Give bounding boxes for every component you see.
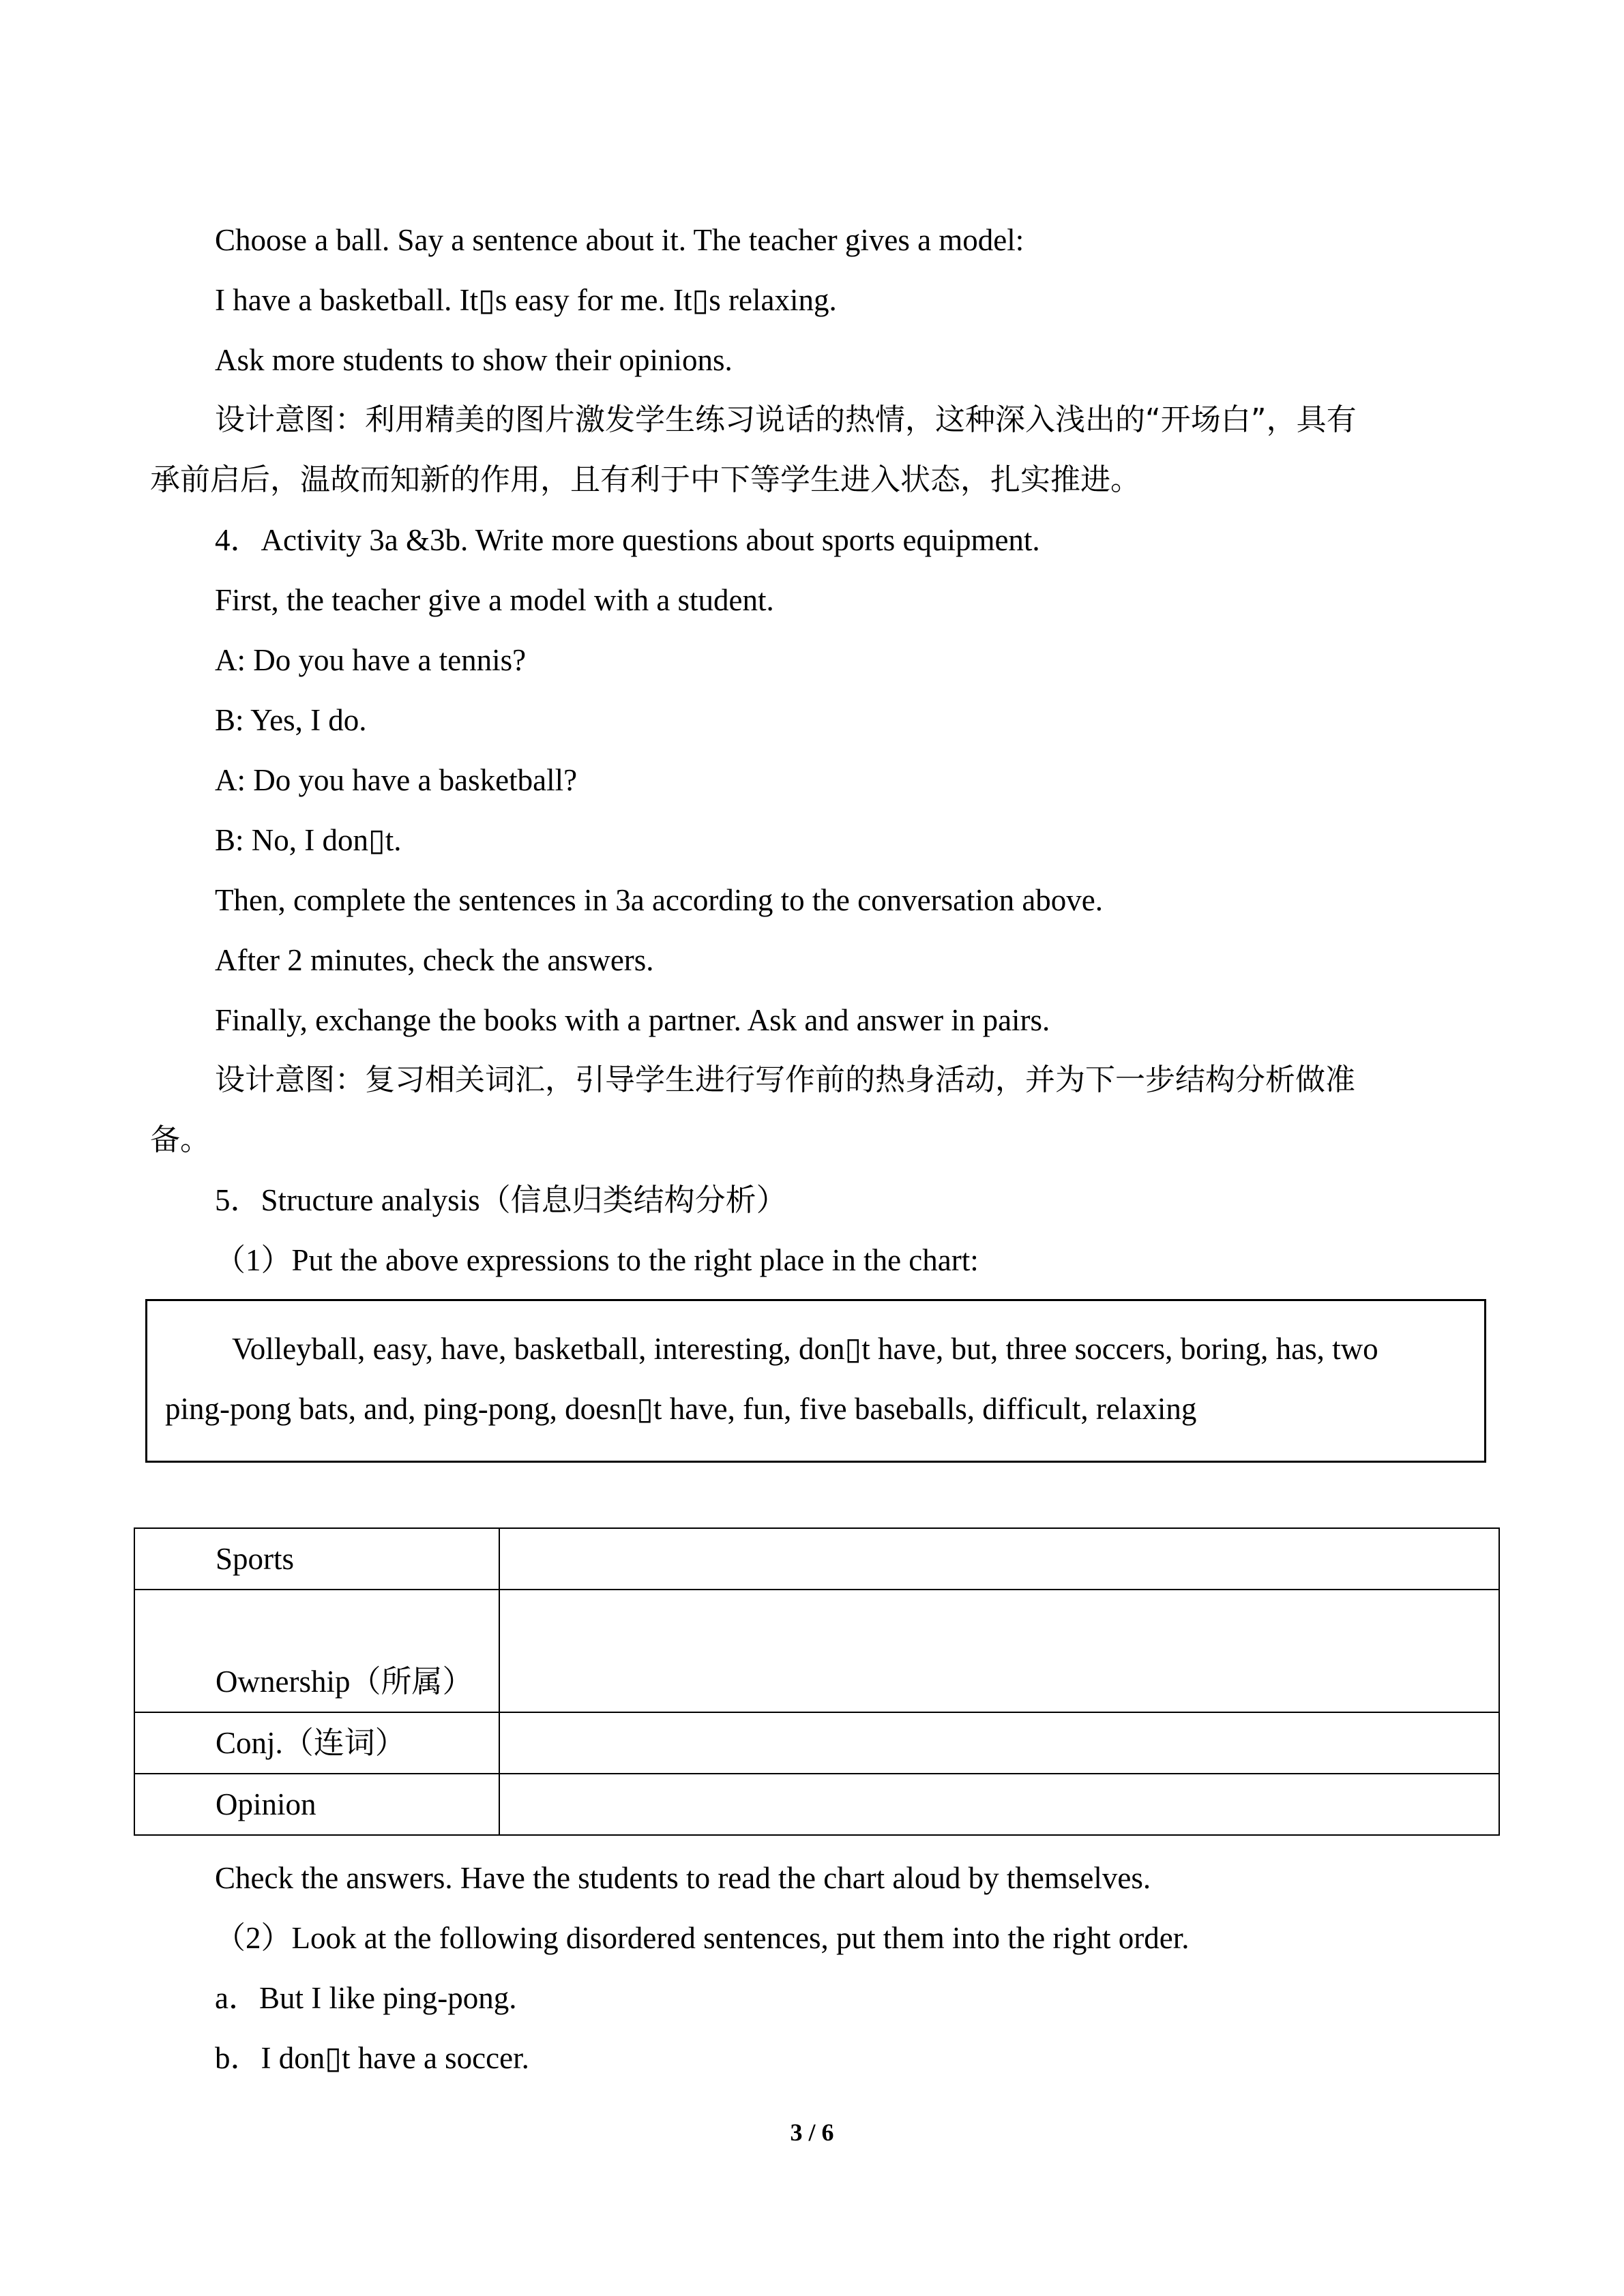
dialogue-line: A: Do you have a basketball? <box>215 763 578 797</box>
chart-answer-cell[interactable] <box>499 1712 1499 1774</box>
chart-answer-cell[interactable] <box>499 1774 1499 1835</box>
instruction-line: （1）Put the above expressions to the right place in the chart: <box>215 1243 979 1277</box>
chart-row-opinion <box>134 1774 1499 1835</box>
text-line: Then, complete the sentences in 3a according to the conversation above. <box>215 883 1104 917</box>
text-line: After 2 minutes, check the answers. <box>215 943 654 977</box>
expressions-box <box>145 1299 1486 1463</box>
chart-row-sports <box>134 1528 1499 1590</box>
text-line: Ask more students to show their opinions. <box>215 343 733 377</box>
chart-row-conj <box>134 1712 1499 1774</box>
dialogue-line: B: No, I don▯t. <box>215 823 402 857</box>
chart-label: Sports <box>216 1542 295 1576</box>
instruction-line: （2）Look at the following disordered sentences, put them into the right order. <box>215 1921 1190 1955</box>
text-line: I have a basketball. It▯s easy for me. It▯s relaxing. <box>215 283 837 317</box>
structure-chart <box>134 1527 1500 1836</box>
design-intent-line: 承前启后，温故而知新的作用，且有利于中下等学生进入状态，扎实推进。 <box>150 462 1140 497</box>
section-heading-structure: 5．Structure analysis（信息归类结构分析） <box>215 1183 787 1217</box>
chart-label-cell <box>134 1590 499 1712</box>
sentence-item: b．I don▯t have a soccer. <box>215 2041 529 2075</box>
expressions-line: Volleyball, easy, have, basketball, interesting, don▯t have, but, three soccers, boring, has, two <box>232 1332 1378 1366</box>
text-line: Choose a ball. Say a sentence about it. The teacher gives a model: <box>215 223 1024 257</box>
expressions-line: ping-pong bats, and, ping-pong, doesn▯t have, fun, five baseballs, difficult, relaxing <box>165 1392 1197 1426</box>
design-intent-line: 设计意图：复习相关词汇，引导学生进行写作前的热身活动，并为下一步结构分析做准 <box>215 1062 1355 1097</box>
chart-row-ownership <box>134 1590 1499 1712</box>
text-line: Finally, exchange the books with a partner. Ask and answer in pairs. <box>215 1003 1050 1037</box>
chart-label: Opinion <box>216 1787 316 1821</box>
dialogue-line: A: Do you have a tennis? <box>215 643 527 677</box>
chart-label: Conj.（连词） <box>216 1726 406 1760</box>
page-number: 3 / 6 <box>790 2119 834 2146</box>
section-heading-activity: 4．Activity 3a &3b. Write more questions about sports equipment. <box>215 523 1040 557</box>
sentence-item: a．But I like ping-pong. <box>215 1981 517 2015</box>
chart-label-cell <box>134 1528 499 1590</box>
chart-label-cell <box>134 1712 499 1774</box>
design-intent-line: 备。 <box>150 1122 210 1157</box>
chart-label: Ownership（所属） <box>216 1665 473 1699</box>
text-line: First, the teacher give a model with a student. <box>215 583 774 617</box>
chart-answer-cell[interactable] <box>499 1528 1499 1590</box>
text-line: Check the answers. Have the students to read the chart aloud by themselves. <box>215 1861 1151 1895</box>
dialogue-line: B: Yes, I do. <box>215 703 367 737</box>
design-intent-line: 设计意图：利用精美的图片激发学生练习说话的热情，这种深入浅出的“开场白”，具有 <box>215 402 1357 437</box>
chart-label-cell <box>134 1774 499 1835</box>
chart-answer-cell[interactable] <box>499 1590 1499 1712</box>
